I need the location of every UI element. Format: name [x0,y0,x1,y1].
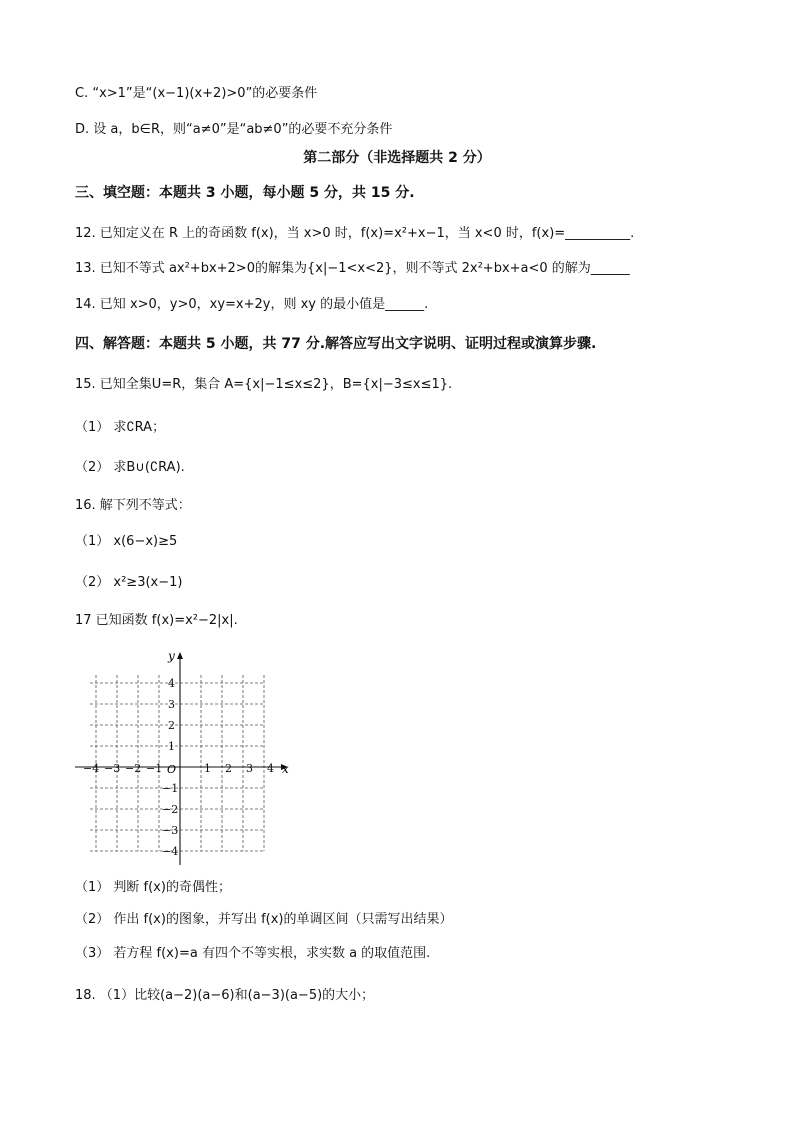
x-tick-label: 1 [204,762,211,775]
x-tick-label: 4 [267,762,274,775]
y-tick-label: 4 [168,677,175,690]
question-16-part-1: （1） x(6−x)≥5 [75,534,178,549]
option-d: D. 设 a，b∈R，则“a≠0”是“ab≠0”的必要不充分条件 [75,122,393,137]
question-17-part-3: （3） 若方程 f(x)=a 有四个不等实根，求实数 a 的取值范围. [75,946,431,961]
question-17-part-2: （2） 作出 f(x)的图象，并写出 f(x)的单调区间（只需写出结果） [75,912,453,927]
x-axis-label: x [282,762,289,776]
section-three-heading: 三、填空题：本题共 3 小题，每小题 5 分，共 15 分. [75,185,415,201]
x-tick-label: 2 [225,762,232,775]
y-tick-label: −4 [162,845,179,858]
question-17-stem: 17 已知函数 f(x)=x²−2|x|. [75,613,238,628]
option-c: C. “x>1”是“(x−1)(x+2)>0”的必要条件 [75,86,318,101]
question-15-part-1: （1） 求∁RA； [75,420,166,435]
y-tick-label: 3 [168,698,175,711]
y-axis-label: y [168,649,175,663]
question-16-part-2: （2） x²≥3(x−1) [75,575,183,590]
x-tick-label: −3 [104,762,121,775]
x-tick-label: −2 [125,762,142,775]
y-tick-label: 1 [168,740,175,753]
x-tick-label: 3 [246,762,253,775]
x-tick-label: −1 [146,762,163,775]
coordinate-grid [70,645,300,870]
question-15-stem: 15. 已知全集U=R，集合 A={x|−1≤x≤2}，B={x|−3≤x≤1}. [75,377,453,392]
question-12: 12. 已知定义在 R 上的奇函数 f(x)，当 x>0 时，f(x)=x²+x−1，当 x<0 时，f(x)=__________. [75,226,635,241]
y-axis-arrow [177,652,183,659]
question-14: 14. 已知 x>0，y>0，xy=x+2y，则 xy 的最小值是______. [75,297,429,312]
x-tick-label: −4 [83,762,100,775]
part-two-title: 第二部分（非选择题共 2 分） [303,150,491,166]
origin-label: O [167,763,177,776]
question-13: 13. 已知不等式 ax²+bx+2>0的解集为{x|−1<x<2}，则不等式 2x²+bx+a<0 的解为______ [75,261,630,276]
y-tick-label: −3 [162,824,179,837]
question-17-part-1: （1） 判断 f(x)的奇偶性； [75,880,231,895]
section-four-heading: 四、解答题：本题共 5 小题，共 77 分.解答应写出文字说明、证明过程或演算步骤. [75,336,597,352]
question-18-part-1: 18. （1）比较(a−2)(a−6)和(a−3)(a−5)的大小； [75,988,375,1003]
question-15-part-2: （2） 求B∪(∁RA). [75,460,185,475]
question-16-stem: 16. 解下列不等式： [75,498,191,513]
y-tick-label: −1 [162,782,179,795]
y-tick-label: 2 [168,719,175,732]
y-tick-label: −2 [162,803,179,816]
